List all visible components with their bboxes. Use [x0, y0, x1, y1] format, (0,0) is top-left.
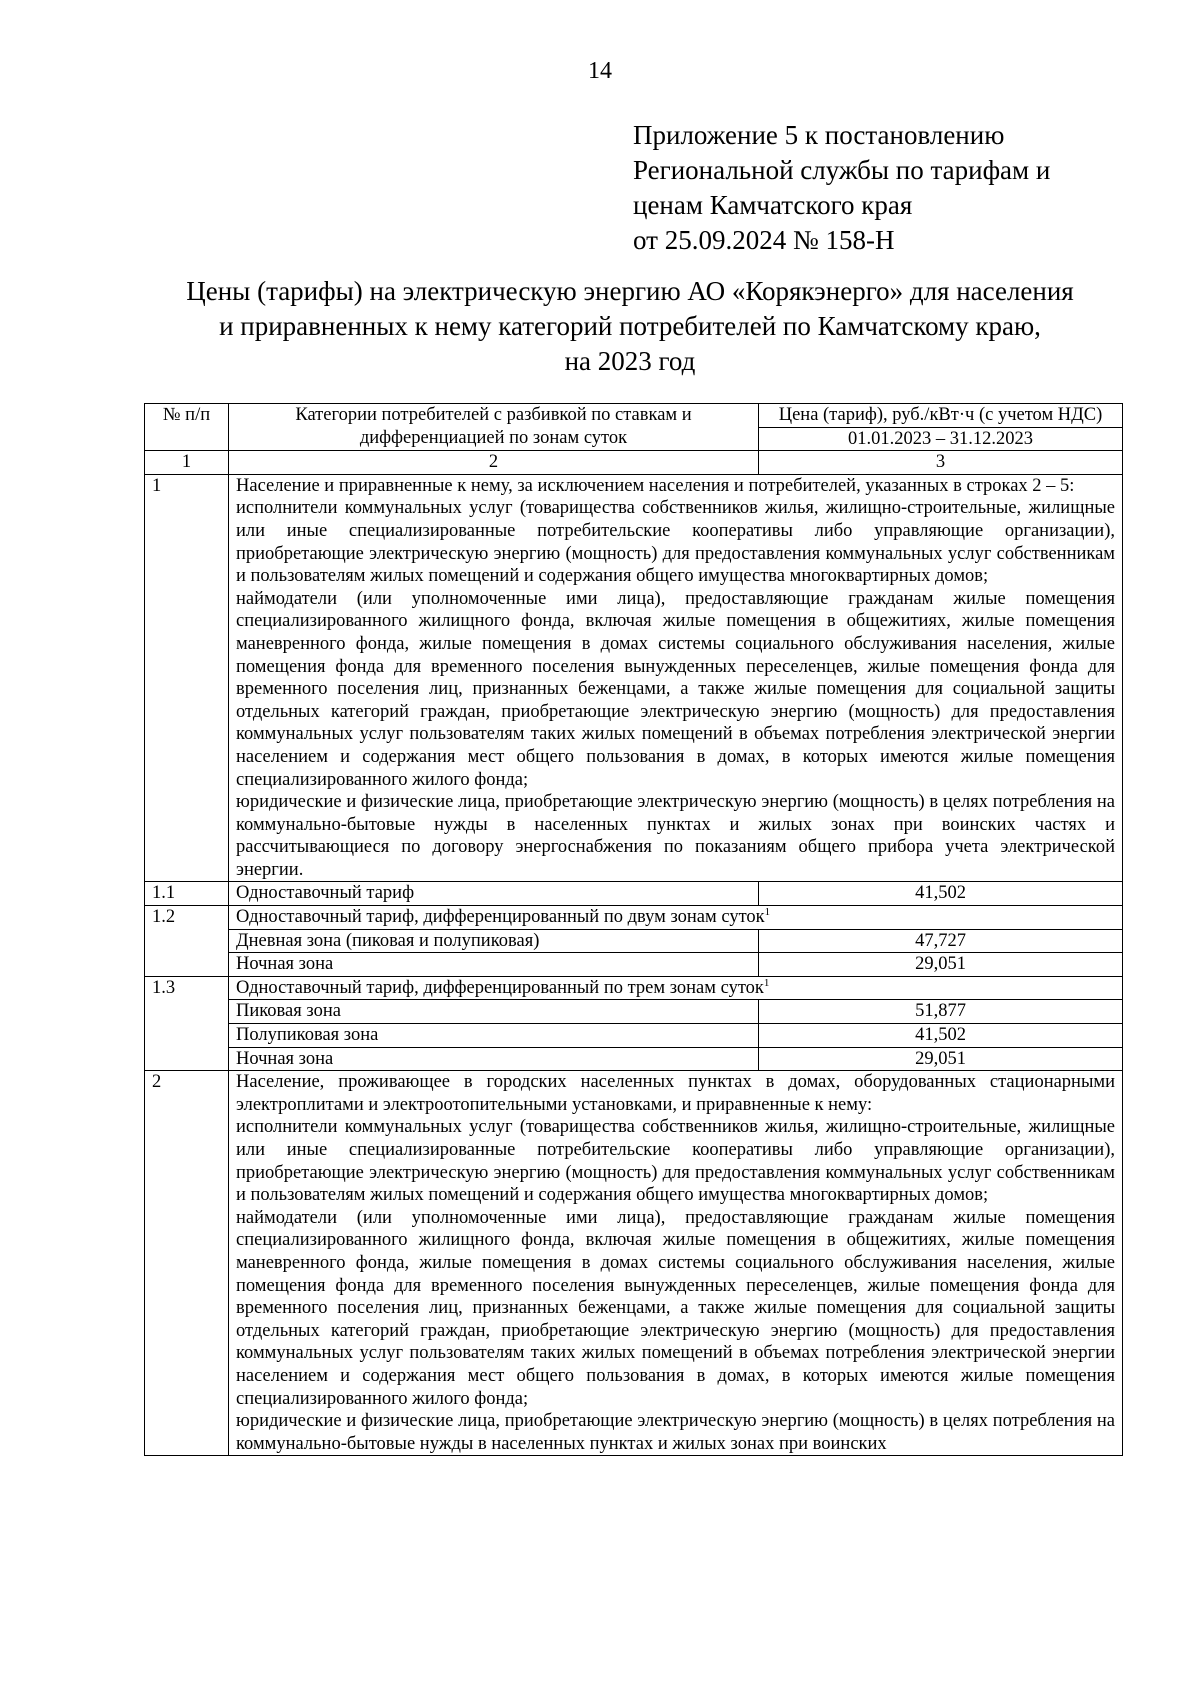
appendix-reference — [633, 118, 1050, 258]
description-paragraph: Население и приравненные к нему, за исключением населения и потребителей, указанных в строках 2 – 5: — [236, 475, 1075, 496]
row-number: 2 — [145, 1071, 229, 1456]
row-number: 1.3 — [145, 976, 229, 1070]
description-paragraph: исполнители коммунальных услуг (товарищества собственников жилья, жилищно-строительные, жилищные или иные специализированные потребительские кооперативы либо управляющие организации), приобретающие электрическую энергию (мощность) для предоставления коммунальных услуг собственникам и пользователям жилых помещений и содержания общего имущества многоквартирных домов; — [236, 498, 1115, 587]
description-paragraph: исполнители коммунальных услуг (товарищества собственников жилья, жилищно-строительные, жилищные или иные специализированные потребительские кооперативы либо управляющие организации), приобретающие электрическую энергию (мощность) для предоставления коммунальных услуг собственникам и пользователям жилых помещений и содержания общего имущества многоквартирных домов; — [236, 1117, 1115, 1206]
group-1-description — [229, 474, 1123, 882]
tariff-label: Одноставочный тариф — [229, 882, 759, 906]
group-2-row — [145, 1071, 1123, 1456]
title-line: Цены (тарифы) на электрическую энергию АО «Корякэнерго» для населения — [186, 276, 1074, 306]
table-header-row — [145, 404, 1123, 428]
appendix-line: Приложение 5 к постановлению — [633, 120, 1005, 150]
header-period-cell: 01.01.2023 – 31.12.2023 — [759, 427, 1123, 451]
tariff-label: Дневная зона (пиковая и полупиковая) — [229, 929, 759, 953]
appendix-line: ценам Камчатского края — [633, 190, 913, 220]
page-number: 14 — [588, 58, 612, 84]
column-number-cell: 2 — [229, 451, 759, 475]
group-2-description — [229, 1071, 1123, 1456]
column-number-cell: 3 — [759, 451, 1123, 475]
table-row — [145, 1000, 1123, 1024]
subheading-text: Одноставочный тариф, дифференцированный по трем зонам суток — [236, 977, 764, 998]
description-paragraph: наймодатели (или уполномоченные ими лица), предоставляющие гражданам жилые помещения специализированного жилищного фонда, включая жилые помещения в общежитиях, жилые помещения маневренного фонда, жилые помещения в домах системы социального обслуживания населения, жилые помещения фонда для временного поселения вынужденных переселенцев, жилые помещения фонда для временного поселения лиц, признанных беженцами, а также жилые помещения для социальной защиты отдельных категорий граждан, приобретающие электрическую энергию (мощность) для предоставления коммунальных услуг пользователям таких жилых помещений в объемах потребления электрической энергии населением и содержания мест общего пользования в домах, в которых имеются жилые помещения специализированного жилого фонда; — [236, 1207, 1115, 1409]
table-row — [145, 1047, 1123, 1071]
header-price-cell: Цена (тариф), руб./кВт·ч (с учетом НДС) — [759, 404, 1123, 428]
row-number: 1.2 — [145, 906, 229, 977]
table-row — [145, 882, 1123, 906]
table-row — [145, 1024, 1123, 1048]
footnote-mark: 1 — [763, 976, 770, 989]
table-row — [145, 906, 1123, 930]
tariff-label: Ночная зона — [229, 1047, 759, 1071]
column-number-cell: 1 — [145, 451, 229, 475]
tariff-value: 47,727 — [759, 929, 1123, 953]
description-paragraph: юридические и физические лица, приобретающие электрическую энергию (мощность) в целях потребления на коммунально-бытовые нужды в населенных пунктах и жилых зонах при воинских — [236, 1411, 1115, 1454]
title-line: на 2023 год — [564, 346, 696, 376]
tariff-value: 41,502 — [759, 1024, 1123, 1048]
description-paragraph: юридические и физические лица, приобретающие электрическую энергию (мощность) в целях потребления на коммунально-бытовые нужды в населенных пунктах и жилых зонах при воинских частях и рассчитывающиеся по договору энергоснабжения по показаниям общего прибора учета электрической энергии. — [236, 792, 1115, 880]
tariff-subheading — [229, 906, 1123, 930]
group-1-row — [145, 474, 1123, 882]
tariff-value: 41,502 — [759, 882, 1123, 906]
tariff-subheading — [229, 976, 1123, 1000]
tariff-value: 29,051 — [759, 1047, 1123, 1071]
tariff-table — [144, 403, 1123, 1456]
appendix-line: Региональной службы по тарифам и — [633, 155, 1051, 185]
header-number-cell: № п/п — [145, 404, 229, 451]
footnote-mark: 1 — [764, 905, 771, 918]
table-row — [145, 976, 1123, 1000]
tariff-value: 29,051 — [759, 953, 1123, 977]
column-number-row — [145, 451, 1123, 475]
document-title — [150, 274, 1110, 379]
tariff-label: Полупиковая зона — [229, 1024, 759, 1048]
description-paragraph: Население, проживающее в городских населенных пунктах в домах, оборудованных стационарными электроплитами и электроотопительными установками, и приравненные к нему: — [236, 1072, 1115, 1115]
row-number: 1.1 — [145, 882, 229, 906]
header-category-cell: Категории потребителей с разбивкой по ставкам и дифференциацией по зонам суток — [229, 404, 759, 451]
appendix-line: от 25.09.2024 № 158-Н — [633, 225, 895, 255]
tariff-value: 51,877 — [759, 1000, 1123, 1024]
subheading-text: Одноставочный тариф, дифференцированный по двум зонам суток — [236, 907, 765, 928]
tariff-label: Ночная зона — [229, 953, 759, 977]
table-row — [145, 929, 1123, 953]
table-row — [145, 953, 1123, 977]
row-number: 1 — [145, 474, 229, 882]
title-line: и приравненных к нему категорий потребителей по Камчатскому краю, — [219, 311, 1041, 341]
description-paragraph: наймодатели (или уполномоченные ими лица), предоставляющие гражданам жилые помещения специализированного жилищного фонда, включая жилые помещения в общежитиях, жилые помещения маневренного фонда, жилые помещения в домах системы социального обслуживания населения, жилые помещения фонда для временного поселения вынужденных переселенцев, жилые помещения фонда для временного поселения лиц, признанных беженцами, а также жилые помещения для социальной защиты отдельных категорий граждан, приобретающие электрическую энергию (мощность) для предоставления коммунальных услуг пользователям таких жилых помещений в объемах потребления электрической энергии населением и содержания мест общего пользования в домах, в которых имеются жилые помещения специализированного жилого фонда; — [236, 588, 1115, 790]
tariff-label: Пиковая зона — [229, 1000, 759, 1024]
